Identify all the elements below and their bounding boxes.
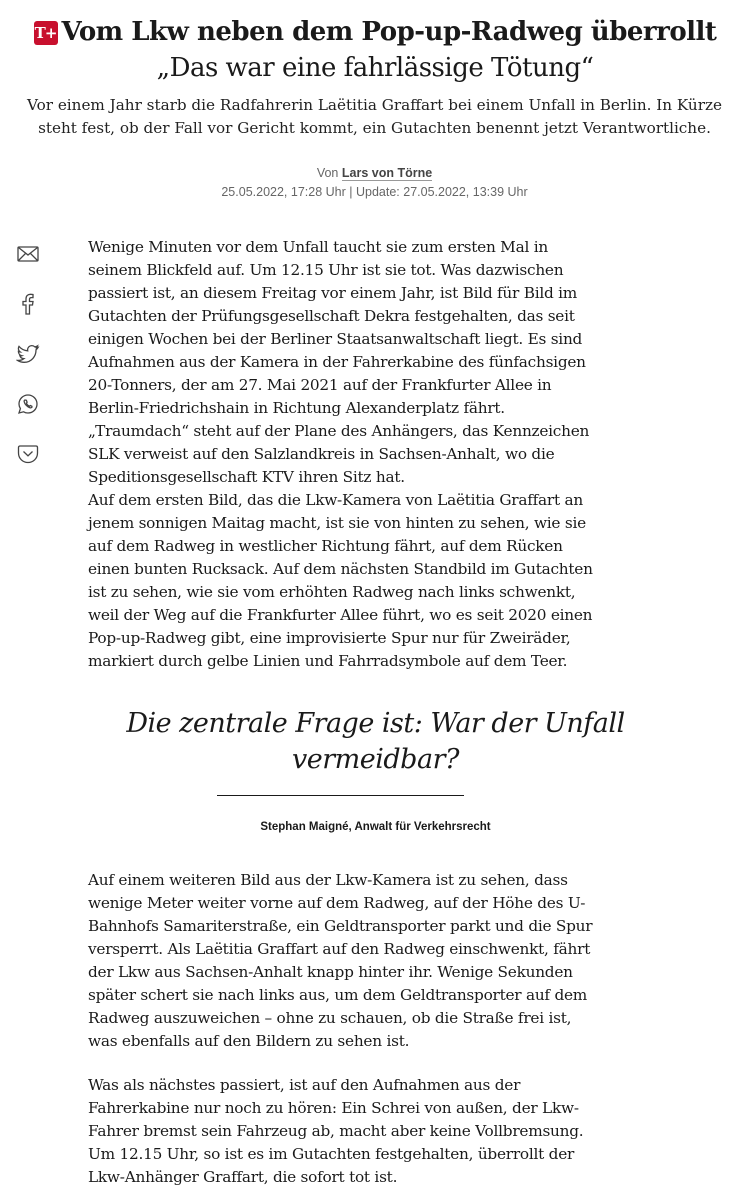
- article-paragraph: Was als nächstes passiert, ist auf den Aufnahmen aus der Fahrerkabine nur noch zu hören: Ein Schrei von außen, der Lkw-Fahrer bremst sein Fahrzeug ab, macht aber keine Vollbremsung. Um 12.15 Uhr, so ist es im Gutachten festgehalten, überrollt der Lkw-Anhänger Graffart, die sofort tot ist.: [88, 1076, 584, 1186]
- facebook-icon: [16, 292, 40, 316]
- mail-icon: [16, 242, 40, 266]
- article-paragraph: Auf einem weiteren Bild aus der Lkw-Kamera ist zu sehen, dass wenige Meter weiter vorne auf dem Radweg, auf der Höhe des U-Bahnhofs Samariterstraße, ein Geldtransporter parkt und die Spur versperrt. Als Laëtitia Graffart auf den Radweg einschwenkt, fährt der Lkw aus Sachsen-Anhalt knapp hinter ihr. Wenige Sekunden später schert sie nach links aus, um dem Geldtransporter auf dem Radweg auszuweichen – ohne zu schauen, ob die Straße frei ist, was ebenfalls auf den Bildern zu sehen ist.: [88, 871, 593, 1050]
- headline-title: „Das war eine fahrlässige Tötung“: [156, 53, 594, 83]
- publication-dates: [0, 183, 749, 201]
- pocket-icon: [16, 442, 40, 466]
- author-link[interactable]: Lars von Törne: [341, 166, 433, 180]
- published-date: 25.05.2022, 17:28 Uhr: [221, 185, 346, 199]
- article-paragraph: Wenige Minuten vor dem Unfall taucht sie zum ersten Mal in seinem Blickfeld auf. Um 12.15 Uhr ist sie tot. Was dazwischen passiert ist, an diesem Freitag vor einem Jahr, ist Bild für Bild im Gutachten der Prüfungsgesellschaft Dekra festgehalten, das seit einigen Wochen bei der Berliner Staatsanwaltschaft liegt. Es sind Aufnahmen aus der Kamera in der Fahrerkabine des fünfachsigen 20-Tonners, der am 27. Mai 2021 auf der Frankfurter Allee in Berlin-Friedrichshain in Richtung Alexanderplatz fährt. „Traumdach“ steht auf der Plane des Anhängers, das Kennzeichen SLK verweist auf den Salzlandkreis in Sachsen-Anhalt, wo die Speditionsgesellschaft KTV ihren Sitz hat.: [88, 238, 590, 486]
- byline: [0, 164, 749, 182]
- share-pocket-button[interactable]: [14, 440, 42, 468]
- article-headline: [10, 14, 740, 86]
- share-twitter-button[interactable]: [14, 340, 42, 368]
- headline-kicker: Vom Lkw neben dem Pop-up-Radweg überrollt: [61, 17, 717, 47]
- twitter-icon: [16, 342, 40, 366]
- tagesspiegel-plus-badge: T+: [34, 21, 58, 45]
- updated-date: Update: 27.05.2022, 13:39 Uhr: [355, 185, 528, 199]
- date-separator: |: [349, 185, 353, 199]
- whatsapp-icon: [16, 392, 40, 416]
- byline-prefix: Von: [316, 166, 339, 180]
- share-bar: [14, 240, 42, 490]
- share-mail-button[interactable]: [14, 240, 42, 268]
- quote-divider: [217, 795, 464, 796]
- article-lead: Vor einem Jahr starb die Radfahrerin Laëtitia Graffart bei einem Unfall in Berlin. In Kürze steht fest, ob der Fall vor Gericht kommt, ein Gutachten benennt jetzt Verantwortliche.: [27, 96, 722, 137]
- pull-quote: Die zentrale Frage ist: War der Unfall vermeidbar?: [126, 708, 625, 775]
- article-paragraph: Auf dem ersten Bild, das die Lkw-Kamera von Laëtitia Graffart an jenem sonnigen Maitag macht, ist sie von hinten zu sehen, wie sie auf dem Radweg in westlicher Richtung fährt, auf dem Rücken einen bunten Rucksack. Auf dem nächsten Standbild im Gutachten ist zu sehen, wie sie vom erhöhten Radweg nach links schwenkt, weil der Weg auf die Frankfurter Allee führt, wo es seit 2020 einen Pop-up-Radweg gibt, eine improvisierte Spur nur für Zweiräder, markiert durch gelbe Linien und Fahrradsymbole auf dem Teer.: [88, 491, 593, 670]
- quote-source: Stephan Maigné, Anwalt für Verkehrsrecht: [260, 821, 491, 833]
- share-whatsapp-button[interactable]: [14, 390, 42, 418]
- share-facebook-button[interactable]: [14, 290, 42, 318]
